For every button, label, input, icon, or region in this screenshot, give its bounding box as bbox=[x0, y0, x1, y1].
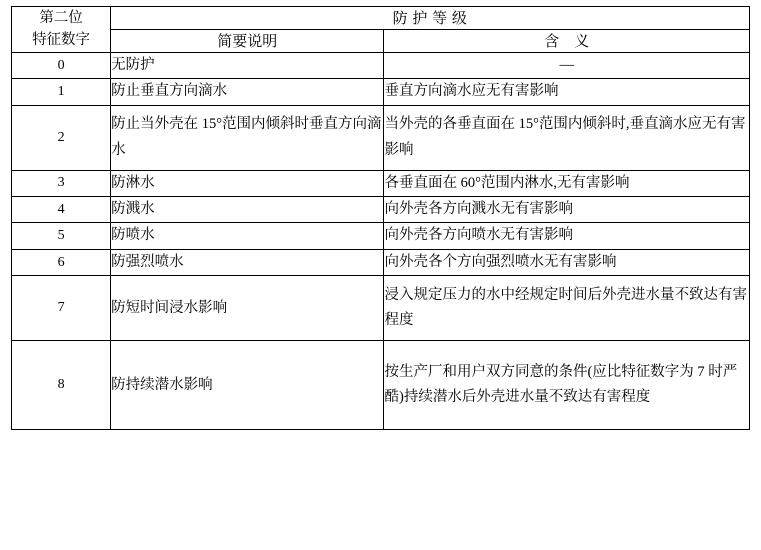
table-row bbox=[12, 79, 750, 105]
row-brief: 无防护 bbox=[111, 52, 384, 78]
row-digit: 1 bbox=[12, 79, 111, 105]
header-cell-brief: 简要说明 bbox=[111, 29, 384, 52]
row-digit: 2 bbox=[12, 105, 111, 170]
table-row bbox=[12, 170, 750, 196]
document-page bbox=[0, 6, 761, 550]
row-brief: 防短时间浸水影响 bbox=[111, 276, 384, 341]
row-digit: 4 bbox=[12, 197, 111, 223]
row-brief: 防淋水 bbox=[111, 170, 384, 196]
row-digit: 7 bbox=[12, 276, 111, 341]
row-meaning: 向外壳各方向喷水无有害影响 bbox=[384, 223, 750, 249]
row-meaning: 按生产厂和用户双方同意的条件(应比特征数字为 7 时严酷)持续潜水后外壳进水量不致达有害程度 bbox=[384, 341, 750, 430]
ip-protection-table bbox=[11, 6, 750, 430]
row-digit: 6 bbox=[12, 249, 111, 275]
table-row bbox=[12, 52, 750, 78]
table-row bbox=[12, 249, 750, 275]
row-brief: 防止当外壳在 15°范围内倾斜时垂直方向滴水 bbox=[111, 105, 384, 170]
row-digit: 5 bbox=[12, 223, 111, 249]
row-meaning: 浸入规定压力的水中经规定时间后外壳进水量不致达有害程度 bbox=[384, 276, 750, 341]
table-row bbox=[12, 276, 750, 341]
header-digit-line2: 特征数字 bbox=[32, 32, 91, 49]
row-brief: 防止垂直方向滴水 bbox=[111, 79, 384, 105]
row-meaning: 各垂直面在 60°范围内淋水,无有害影响 bbox=[384, 170, 750, 196]
row-brief: 防持续潜水影响 bbox=[111, 341, 384, 430]
table-row bbox=[12, 197, 750, 223]
row-digit: 3 bbox=[12, 170, 111, 196]
row-meaning: 当外壳的各垂直面在 15°范围内倾斜时,垂直滴水应无有害影响 bbox=[384, 105, 750, 170]
row-meaning: 向外壳各个方向强烈喷水无有害影响 bbox=[384, 249, 750, 275]
table-row bbox=[12, 223, 750, 249]
row-brief: 防溅水 bbox=[111, 197, 384, 223]
row-meaning: 垂直方向滴水应无有害影响 bbox=[384, 79, 750, 105]
table-row bbox=[12, 105, 750, 170]
header-digit-line1: 第二位 bbox=[39, 10, 83, 26]
header-cell-protection-level: 防 护 等 级 bbox=[111, 7, 750, 30]
table-header-row-2 bbox=[12, 29, 750, 52]
row-meaning: — bbox=[384, 52, 750, 78]
row-meaning: 向外壳各方向溅水无有害影响 bbox=[384, 197, 750, 223]
row-digit: 8 bbox=[12, 341, 111, 430]
row-digit: 0 bbox=[12, 52, 111, 78]
table-header-row-1 bbox=[12, 7, 750, 30]
table-body bbox=[12, 7, 750, 430]
row-brief: 防喷水 bbox=[111, 223, 384, 249]
header-cell-meaning: 含 义 bbox=[384, 29, 750, 52]
header-cell-digit bbox=[12, 7, 111, 53]
table-row bbox=[12, 341, 750, 430]
row-brief: 防强烈喷水 bbox=[111, 249, 384, 275]
